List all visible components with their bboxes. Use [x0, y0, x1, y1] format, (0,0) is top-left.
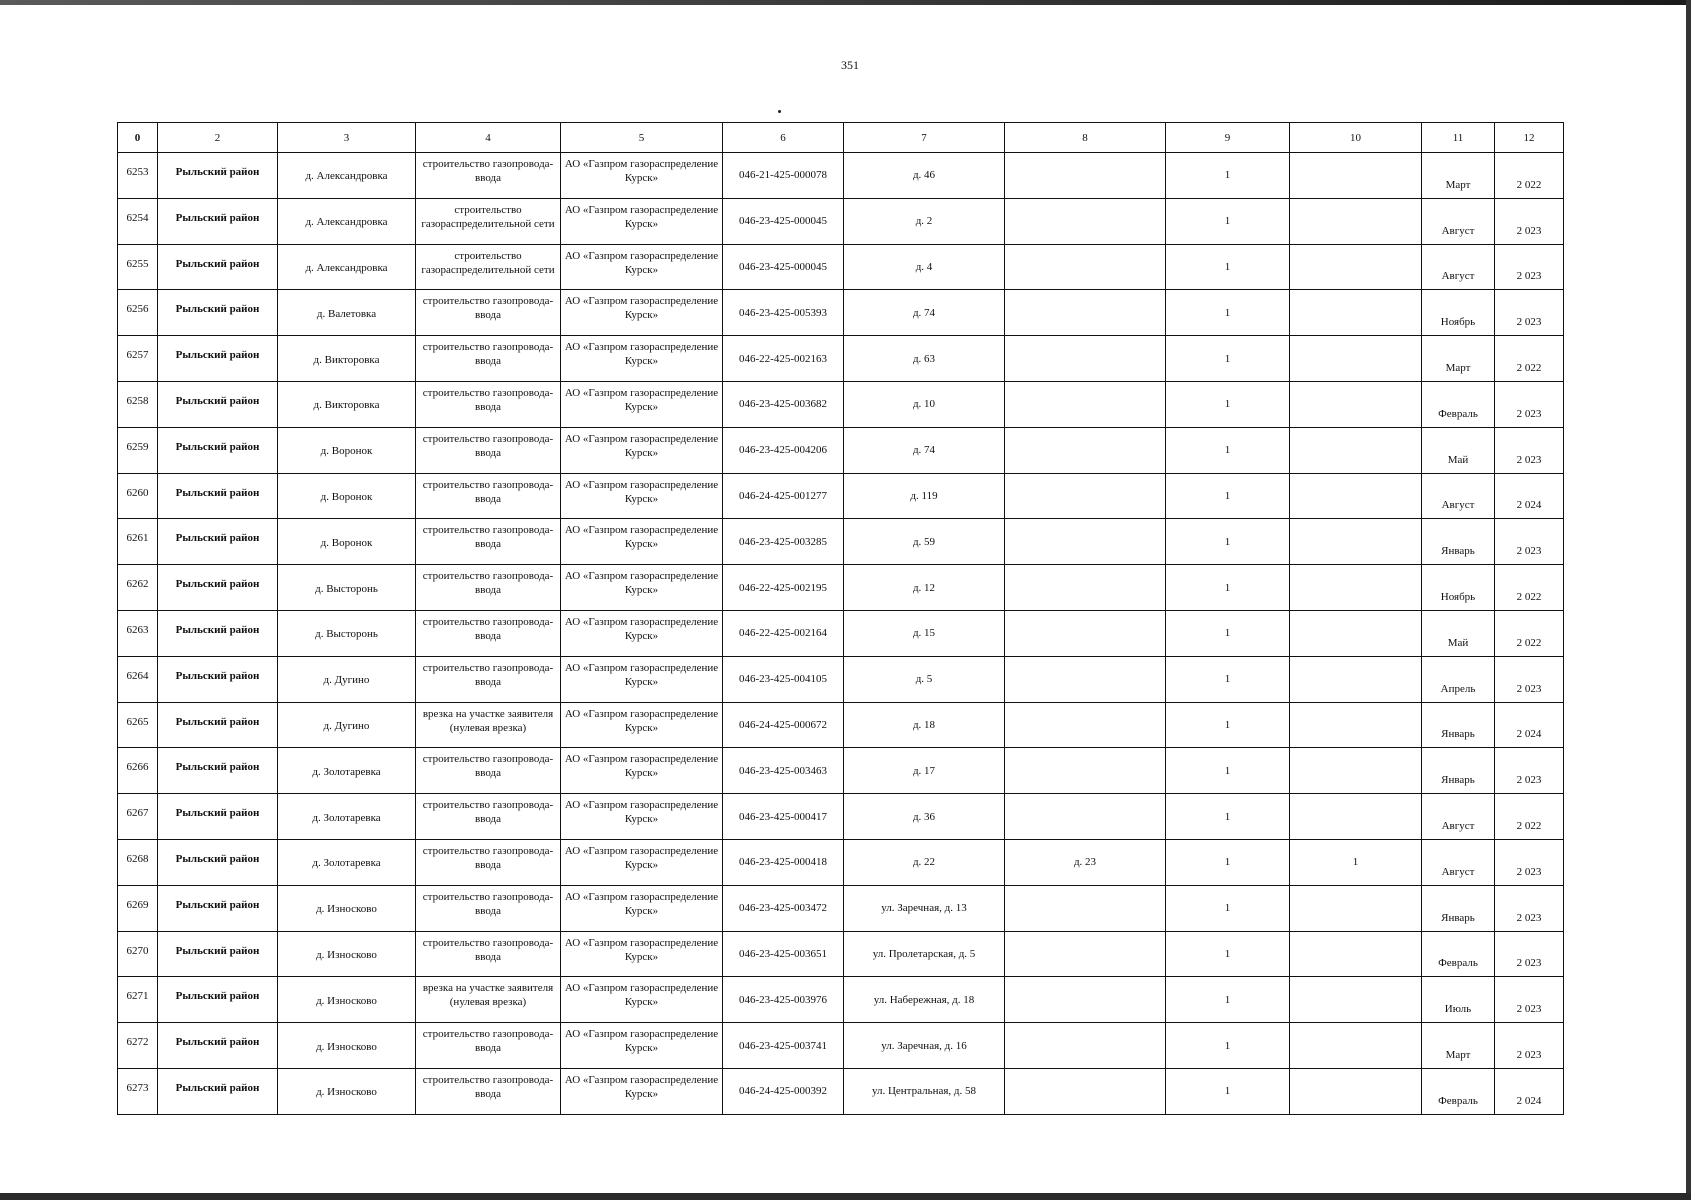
district-cell: Рыльский район — [158, 748, 278, 794]
additional-address-cell — [1005, 1068, 1166, 1114]
registration-number-cell: 046-21-425-000078 — [723, 153, 844, 199]
work-type-cell: строительство газопровода-ввода — [416, 336, 561, 382]
registration-number-cell: 046-23-425-003463 — [723, 748, 844, 794]
district-cell: Рыльский район — [158, 610, 278, 656]
month-cell: Февраль — [1422, 1068, 1495, 1114]
district-cell: Рыльский район — [158, 336, 278, 382]
additional-quantity-cell — [1290, 381, 1422, 427]
district-cell: Рыльский район — [158, 153, 278, 199]
month-cell: Март — [1422, 336, 1495, 382]
locality-cell: д. Воронок — [278, 473, 416, 519]
table-row — [118, 1068, 1564, 1114]
column-header-8: 9 — [1166, 123, 1290, 153]
page-number: 351 — [841, 58, 859, 72]
month-cell: Август — [1422, 473, 1495, 519]
table-row — [118, 381, 1564, 427]
address-cell: ул. Заречная, д. 13 — [844, 885, 1005, 931]
district-cell: Рыльский район — [158, 794, 278, 840]
additional-address-cell — [1005, 702, 1166, 748]
locality-cell: д. Александровка — [278, 244, 416, 290]
table-row — [118, 473, 1564, 519]
additional-quantity-cell — [1290, 610, 1422, 656]
column-header-1: 2 — [158, 123, 278, 153]
year-cell: 2 023 — [1495, 198, 1564, 244]
address-cell: д. 46 — [844, 153, 1005, 199]
organization-cell: АО «Газпром газораспределение Курск» — [561, 610, 723, 656]
row-number-cell: 6271 — [118, 977, 158, 1023]
row-number-cell: 6267 — [118, 794, 158, 840]
table-row — [118, 977, 1564, 1023]
additional-quantity-cell — [1290, 427, 1422, 473]
work-type-cell: строительство газопровода-ввода — [416, 1068, 561, 1114]
month-cell: Январь — [1422, 748, 1495, 794]
row-number-cell: 6270 — [118, 931, 158, 977]
month-cell: Ноябрь — [1422, 565, 1495, 611]
table-row — [118, 702, 1564, 748]
header-row — [118, 123, 1564, 153]
additional-quantity-cell — [1290, 977, 1422, 1023]
work-type-cell: врезка на участке заявителя (нулевая врезка) — [416, 977, 561, 1023]
district-cell: Рыльский район — [158, 473, 278, 519]
table-row — [118, 519, 1564, 565]
district-cell: Рыльский район — [158, 1068, 278, 1114]
additional-quantity-cell — [1290, 244, 1422, 290]
additional-address-cell — [1005, 748, 1166, 794]
district-cell: Рыльский район — [158, 519, 278, 565]
additional-quantity-cell — [1290, 656, 1422, 702]
locality-cell: д. Золотаревка — [278, 794, 416, 840]
locality-cell: д. Викторовка — [278, 336, 416, 382]
registration-number-cell: 046-22-425-002195 — [723, 565, 844, 611]
quantity-cell: 1 — [1166, 794, 1290, 840]
registration-number-cell: 046-23-425-005393 — [723, 290, 844, 336]
organization-cell: АО «Газпром газораспределение Курск» — [561, 1023, 723, 1069]
district-cell: Рыльский район — [158, 565, 278, 611]
additional-address-cell — [1005, 610, 1166, 656]
address-cell: д. 15 — [844, 610, 1005, 656]
quantity-cell: 1 — [1166, 565, 1290, 611]
address-cell: д. 22 — [844, 839, 1005, 885]
work-type-cell: строительство газопровода-ввода — [416, 519, 561, 565]
quantity-cell: 1 — [1166, 931, 1290, 977]
column-header-10: 11 — [1422, 123, 1495, 153]
locality-cell: д. Износково — [278, 1068, 416, 1114]
organization-cell: АО «Газпром газораспределение Курск» — [561, 977, 723, 1023]
table-row — [118, 839, 1564, 885]
row-number-cell: 6273 — [118, 1068, 158, 1114]
scan-border-bottom — [0, 1193, 1691, 1200]
organization-cell: АО «Газпром газораспределение Курск» — [561, 519, 723, 565]
month-cell: Апрель — [1422, 656, 1495, 702]
row-number-cell: 6260 — [118, 473, 158, 519]
row-number-cell: 6253 — [118, 153, 158, 199]
month-cell: Февраль — [1422, 931, 1495, 977]
year-cell: 2 023 — [1495, 839, 1564, 885]
scan-speck — [778, 110, 781, 113]
work-type-cell: строительство газопровода-ввода — [416, 427, 561, 473]
quantity-cell: 1 — [1166, 153, 1290, 199]
address-cell: д. 63 — [844, 336, 1005, 382]
additional-quantity-cell — [1290, 702, 1422, 748]
work-type-cell: строительство газопровода-ввода — [416, 931, 561, 977]
additional-quantity-cell — [1290, 519, 1422, 565]
district-cell: Рыльский район — [158, 885, 278, 931]
table-row — [118, 153, 1564, 199]
table-row — [118, 610, 1564, 656]
year-cell: 2 023 — [1495, 931, 1564, 977]
organization-cell: АО «Газпром газораспределение Курск» — [561, 427, 723, 473]
additional-quantity-cell — [1290, 198, 1422, 244]
additional-address-cell — [1005, 153, 1166, 199]
year-cell: 2 023 — [1495, 748, 1564, 794]
work-type-cell: строительство газораспределительной сети — [416, 244, 561, 290]
row-number-cell: 6261 — [118, 519, 158, 565]
address-cell: д. 74 — [844, 427, 1005, 473]
work-type-cell: строительство газопровода-ввода — [416, 290, 561, 336]
year-cell: 2 022 — [1495, 565, 1564, 611]
registration-number-cell: 046-23-425-000045 — [723, 198, 844, 244]
district-cell: Рыльский район — [158, 381, 278, 427]
year-cell: 2 023 — [1495, 656, 1564, 702]
district-cell: Рыльский район — [158, 702, 278, 748]
address-cell: д. 4 — [844, 244, 1005, 290]
district-cell: Рыльский район — [158, 839, 278, 885]
additional-quantity-cell — [1290, 473, 1422, 519]
work-type-cell: строительство газопровода-ввода — [416, 656, 561, 702]
locality-cell: д. Износково — [278, 1023, 416, 1069]
work-type-cell: строительство газопровода-ввода — [416, 1023, 561, 1069]
table-row — [118, 656, 1564, 702]
organization-cell: АО «Газпром газораспределение Курск» — [561, 1068, 723, 1114]
table-row — [118, 244, 1564, 290]
row-number-cell: 6264 — [118, 656, 158, 702]
additional-address-cell — [1005, 381, 1166, 427]
address-cell: ул. Заречная, д. 16 — [844, 1023, 1005, 1069]
additional-address-cell — [1005, 977, 1166, 1023]
locality-cell: д. Износково — [278, 931, 416, 977]
registration-number-cell: 046-24-425-000392 — [723, 1068, 844, 1114]
year-cell: 2 023 — [1495, 427, 1564, 473]
address-cell: д. 2 — [844, 198, 1005, 244]
quantity-cell: 1 — [1166, 519, 1290, 565]
locality-cell: д. Воронок — [278, 519, 416, 565]
district-cell: Рыльский район — [158, 244, 278, 290]
work-type-cell: строительство газопровода-ввода — [416, 839, 561, 885]
registration-number-cell: 046-22-425-002163 — [723, 336, 844, 382]
year-cell: 2 023 — [1495, 885, 1564, 931]
month-cell: Август — [1422, 198, 1495, 244]
year-cell: 2 022 — [1495, 153, 1564, 199]
organization-cell: АО «Газпром газораспределение Курск» — [561, 794, 723, 840]
organization-cell: АО «Газпром газораспределение Курск» — [561, 748, 723, 794]
table-row — [118, 290, 1564, 336]
work-type-cell: строительство газопровода-ввода — [416, 565, 561, 611]
year-cell: 2 022 — [1495, 610, 1564, 656]
table-row — [118, 427, 1564, 473]
locality-cell: д. Александровка — [278, 153, 416, 199]
column-header-4: 5 — [561, 123, 723, 153]
table-row — [118, 198, 1564, 244]
locality-cell: д. Золотаревка — [278, 839, 416, 885]
additional-quantity-cell — [1290, 290, 1422, 336]
year-cell: 2 023 — [1495, 244, 1564, 290]
table-row — [118, 1023, 1564, 1069]
organization-cell: АО «Газпром газораспределение Курск» — [561, 381, 723, 427]
organization-cell: АО «Газпром газораспределение Курск» — [561, 473, 723, 519]
year-cell: 2 023 — [1495, 1023, 1564, 1069]
column-header-0: 0 — [118, 123, 158, 153]
quantity-cell: 1 — [1166, 336, 1290, 382]
additional-address-cell: д. 23 — [1005, 839, 1166, 885]
organization-cell: АО «Газпром газораспределение Курск» — [561, 198, 723, 244]
locality-cell: д. Дугино — [278, 656, 416, 702]
additional-address-cell — [1005, 656, 1166, 702]
year-cell: 2 023 — [1495, 977, 1564, 1023]
month-cell: Май — [1422, 427, 1495, 473]
address-cell: д. 12 — [844, 565, 1005, 611]
row-number-cell: 6263 — [118, 610, 158, 656]
work-type-cell: строительство газопровода-ввода — [416, 381, 561, 427]
month-cell: Февраль — [1422, 381, 1495, 427]
quantity-cell: 1 — [1166, 290, 1290, 336]
address-cell: д. 10 — [844, 381, 1005, 427]
registration-number-cell: 046-23-425-003285 — [723, 519, 844, 565]
district-cell: Рыльский район — [158, 290, 278, 336]
quantity-cell: 1 — [1166, 748, 1290, 794]
additional-quantity-cell — [1290, 565, 1422, 611]
work-type-cell: строительство газопровода-ввода — [416, 153, 561, 199]
work-type-cell: строительство газопровода-ввода — [416, 610, 561, 656]
row-number-cell: 6265 — [118, 702, 158, 748]
organization-cell: АО «Газпром газораспределение Курск» — [561, 702, 723, 748]
additional-quantity-cell — [1290, 1023, 1422, 1069]
year-cell: 2 023 — [1495, 381, 1564, 427]
organization-cell: АО «Газпром газораспределение Курск» — [561, 885, 723, 931]
registration-number-cell: 046-24-425-000672 — [723, 702, 844, 748]
quantity-cell: 1 — [1166, 473, 1290, 519]
registration-number-cell: 046-23-425-004206 — [723, 427, 844, 473]
month-cell: Май — [1422, 610, 1495, 656]
column-header-7: 8 — [1005, 123, 1166, 153]
year-cell: 2 023 — [1495, 290, 1564, 336]
additional-address-cell — [1005, 427, 1166, 473]
locality-cell: д. Золотаревка — [278, 748, 416, 794]
month-cell: Март — [1422, 1023, 1495, 1069]
quantity-cell: 1 — [1166, 381, 1290, 427]
column-header-3: 4 — [416, 123, 561, 153]
year-cell: 2 023 — [1495, 519, 1564, 565]
table-body — [118, 153, 1564, 1115]
registration-number-cell: 046-23-425-003741 — [723, 1023, 844, 1069]
work-type-cell: строительство газопровода-ввода — [416, 473, 561, 519]
quantity-cell: 1 — [1166, 885, 1290, 931]
organization-cell: АО «Газпром газораспределение Курск» — [561, 244, 723, 290]
work-type-cell: строительство газопровода-ввода — [416, 794, 561, 840]
column-header-6: 7 — [844, 123, 1005, 153]
registration-number-cell: 046-22-425-002164 — [723, 610, 844, 656]
row-number-cell: 6255 — [118, 244, 158, 290]
registration-number-cell: 046-23-425-003651 — [723, 931, 844, 977]
work-type-cell: строительство газопровода-ввода — [416, 885, 561, 931]
table-row — [118, 794, 1564, 840]
registration-number-cell: 046-23-425-000418 — [723, 839, 844, 885]
additional-address-cell — [1005, 519, 1166, 565]
organization-cell: АО «Газпром газораспределение Курск» — [561, 336, 723, 382]
table-row — [118, 931, 1564, 977]
quantity-cell: 1 — [1166, 1023, 1290, 1069]
registration-number-cell: 046-23-425-004105 — [723, 656, 844, 702]
row-number-cell: 6268 — [118, 839, 158, 885]
gasification-registry-table — [117, 122, 1564, 1115]
column-header-11: 12 — [1495, 123, 1564, 153]
locality-cell: д. Высторонь — [278, 610, 416, 656]
row-number-cell: 6272 — [118, 1023, 158, 1069]
month-cell: Июль — [1422, 977, 1495, 1023]
additional-address-cell — [1005, 931, 1166, 977]
locality-cell: д. Воронок — [278, 427, 416, 473]
district-cell: Рыльский район — [158, 977, 278, 1023]
address-cell: ул. Пролетарская, д. 5 — [844, 931, 1005, 977]
address-cell: д. 5 — [844, 656, 1005, 702]
additional-address-cell — [1005, 1023, 1166, 1069]
organization-cell: АО «Газпром газораспределение Курск» — [561, 153, 723, 199]
additional-quantity-cell — [1290, 794, 1422, 840]
additional-address-cell — [1005, 473, 1166, 519]
address-cell: д. 36 — [844, 794, 1005, 840]
locality-cell: д. Викторовка — [278, 381, 416, 427]
address-cell: д. 74 — [844, 290, 1005, 336]
column-header-2: 3 — [278, 123, 416, 153]
quantity-cell: 1 — [1166, 610, 1290, 656]
quantity-cell: 1 — [1166, 702, 1290, 748]
locality-cell: д. Дугино — [278, 702, 416, 748]
row-number-cell: 6256 — [118, 290, 158, 336]
year-cell: 2 022 — [1495, 336, 1564, 382]
organization-cell: АО «Газпром газораспределение Курск» — [561, 839, 723, 885]
table-row — [118, 748, 1564, 794]
locality-cell: д. Износково — [278, 885, 416, 931]
year-cell: 2 024 — [1495, 473, 1564, 519]
registration-number-cell: 046-23-425-003472 — [723, 885, 844, 931]
row-number-cell: 6269 — [118, 885, 158, 931]
additional-quantity-cell — [1290, 153, 1422, 199]
quantity-cell: 1 — [1166, 244, 1290, 290]
quantity-cell: 1 — [1166, 977, 1290, 1023]
additional-address-cell — [1005, 336, 1166, 382]
row-number-cell: 6257 — [118, 336, 158, 382]
row-number-cell: 6262 — [118, 565, 158, 611]
year-cell: 2 024 — [1495, 1068, 1564, 1114]
table-header — [118, 123, 1564, 153]
column-header-5: 6 — [723, 123, 844, 153]
additional-quantity-cell — [1290, 885, 1422, 931]
locality-cell: д. Высторонь — [278, 565, 416, 611]
quantity-cell: 1 — [1166, 656, 1290, 702]
district-cell: Рыльский район — [158, 656, 278, 702]
work-type-cell: строительство газораспределительной сети — [416, 198, 561, 244]
quantity-cell: 1 — [1166, 427, 1290, 473]
quantity-cell: 1 — [1166, 198, 1290, 244]
additional-address-cell — [1005, 565, 1166, 611]
scan-border-top — [0, 0, 1691, 5]
address-cell: ул. Центральная, д. 58 — [844, 1068, 1005, 1114]
month-cell: Август — [1422, 244, 1495, 290]
registration-number-cell: 046-24-425-001277 — [723, 473, 844, 519]
district-cell: Рыльский район — [158, 198, 278, 244]
year-cell: 2 022 — [1495, 794, 1564, 840]
locality-cell: д. Износково — [278, 977, 416, 1023]
additional-address-cell — [1005, 885, 1166, 931]
additional-quantity-cell — [1290, 931, 1422, 977]
table-row — [118, 336, 1564, 382]
organization-cell: АО «Газпром газораспределение Курск» — [561, 565, 723, 611]
registration-number-cell: 046-23-425-000045 — [723, 244, 844, 290]
address-cell: д. 17 — [844, 748, 1005, 794]
additional-address-cell — [1005, 290, 1166, 336]
quantity-cell: 1 — [1166, 839, 1290, 885]
month-cell: Август — [1422, 794, 1495, 840]
additional-address-cell — [1005, 794, 1166, 840]
registration-number-cell: 046-23-425-003682 — [723, 381, 844, 427]
address-cell: ул. Набережная, д. 18 — [844, 977, 1005, 1023]
additional-quantity-cell: 1 — [1290, 839, 1422, 885]
month-cell: Август — [1422, 839, 1495, 885]
organization-cell: АО «Газпром газораспределение Курск» — [561, 290, 723, 336]
address-cell: д. 59 — [844, 519, 1005, 565]
additional-quantity-cell — [1290, 1068, 1422, 1114]
month-cell: Январь — [1422, 519, 1495, 565]
column-header-9: 10 — [1290, 123, 1422, 153]
work-type-cell: врезка на участке заявителя (нулевая врезка) — [416, 702, 561, 748]
row-number-cell: 6258 — [118, 381, 158, 427]
month-cell: Январь — [1422, 885, 1495, 931]
row-number-cell: 6254 — [118, 198, 158, 244]
address-cell: д. 18 — [844, 702, 1005, 748]
month-cell: Январь — [1422, 702, 1495, 748]
additional-address-cell — [1005, 198, 1166, 244]
organization-cell: АО «Газпром газораспределение Курск» — [561, 931, 723, 977]
row-number-cell: 6266 — [118, 748, 158, 794]
table-row — [118, 885, 1564, 931]
month-cell: Ноябрь — [1422, 290, 1495, 336]
district-cell: Рыльский район — [158, 1023, 278, 1069]
work-type-cell: строительство газопровода-ввода — [416, 748, 561, 794]
scan-border-right — [1686, 0, 1691, 1200]
locality-cell: д. Валетовка — [278, 290, 416, 336]
year-cell: 2 024 — [1495, 702, 1564, 748]
address-cell: д. 119 — [844, 473, 1005, 519]
additional-quantity-cell — [1290, 748, 1422, 794]
table-row — [118, 565, 1564, 611]
additional-address-cell — [1005, 244, 1166, 290]
additional-quantity-cell — [1290, 336, 1422, 382]
row-number-cell: 6259 — [118, 427, 158, 473]
district-cell: Рыльский район — [158, 427, 278, 473]
organization-cell: АО «Газпром газораспределение Курск» — [561, 656, 723, 702]
registration-number-cell: 046-23-425-003976 — [723, 977, 844, 1023]
quantity-cell: 1 — [1166, 1068, 1290, 1114]
locality-cell: д. Александровка — [278, 198, 416, 244]
month-cell: Март — [1422, 153, 1495, 199]
registration-number-cell: 046-23-425-000417 — [723, 794, 844, 840]
district-cell: Рыльский район — [158, 931, 278, 977]
